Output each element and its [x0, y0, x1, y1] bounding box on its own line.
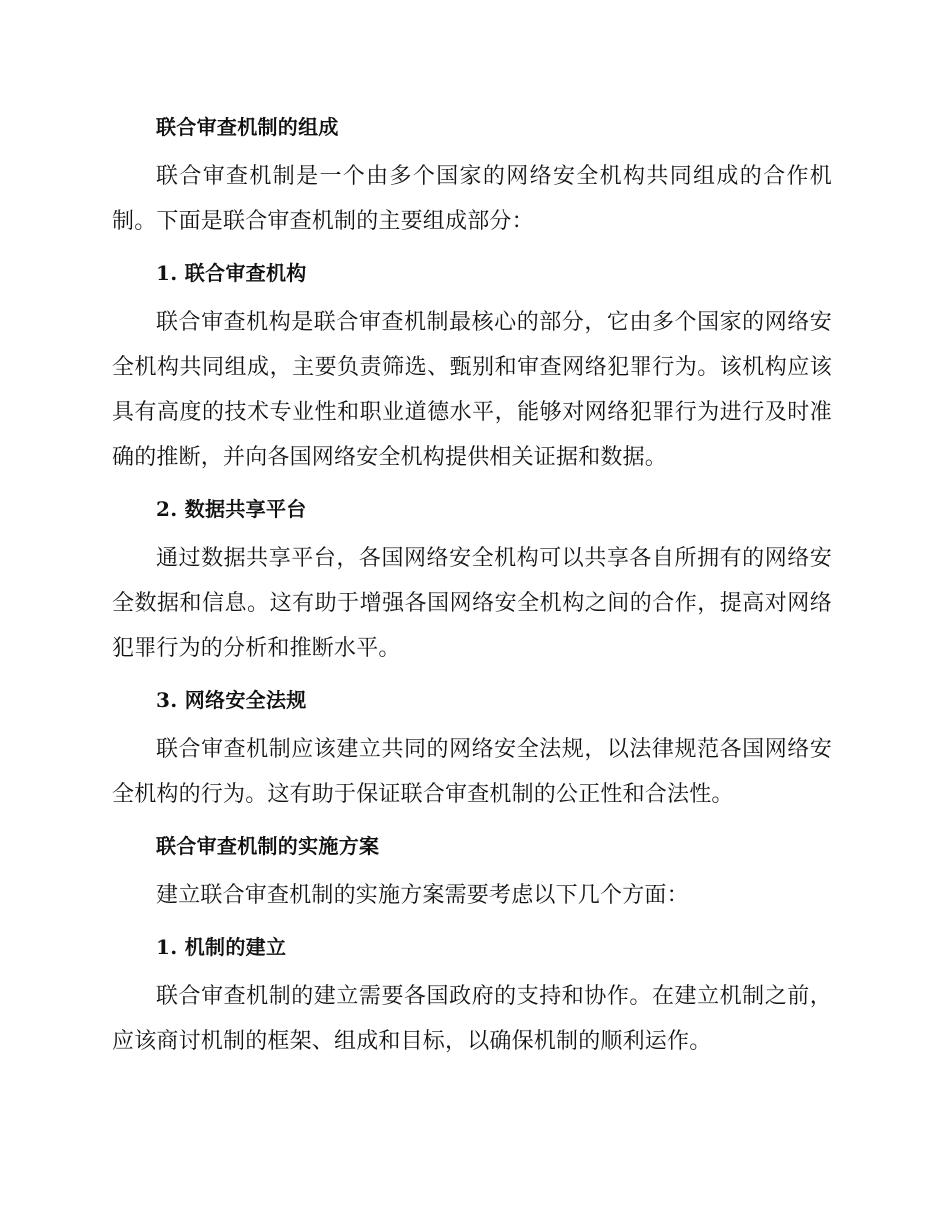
section-paragraph-implementation: 建立联合审查机制的实施方案需要考虑以下几个方面： — [156, 883, 689, 908]
section-paragraph-establishment: 联合审查机制的建立需要各国政府的支持和协作。在建立机制之前，应该商讨机制的框架、组成和目标，以确保机制的顺利运作。 — [112, 984, 832, 1054]
section-heading-composition: 联合审查机制的组成 — [156, 115, 339, 139]
section-paragraph-security-law: 联合审查机制应该建立共同的网络安全法规，以法律规范各国网络安全机构的行为。这有助于保证联合审查机制的公正性和合法性。 — [112, 737, 832, 807]
section-heading-review-body: 1. 联合审查机构 — [156, 261, 307, 285]
section-heading-security-law: 3. 网络安全法规 — [156, 688, 307, 712]
section-paragraph-data-sharing: 通过数据共享平台，各国网络安全机构可以共享各自所拥有的网络安全数据和信息。这有助于增强各国网络安全机构之间的合作，提高对网络犯罪行为的分析和推断水平。 — [112, 546, 832, 661]
section-paragraph-review-body: 联合审查机构是联合审查机制最核心的部分，它由多个国家的网络安全机构共同组成，主要负责筛选、甄别和审查网络犯罪行为。该机构应该具有高度的技术专业性和职业道德水平，能够对网络犯罪行为进行及时准确的推断，并向各国网络安全机构提供相关证据和数据。 — [112, 310, 832, 470]
section-heading-data-sharing: 2. 数据共享平台 — [156, 497, 307, 521]
section-heading-establishment: 1. 机制的建立 — [156, 935, 287, 959]
document-body — [112, 108, 832, 1064]
section-heading-implementation: 联合审查机制的实施方案 — [156, 834, 380, 858]
section-paragraph-composition: 联合审查机制是一个由多个国家的网络安全机构共同组成的合作机制。下面是联合审查机制的主要组成部分： — [112, 164, 832, 234]
